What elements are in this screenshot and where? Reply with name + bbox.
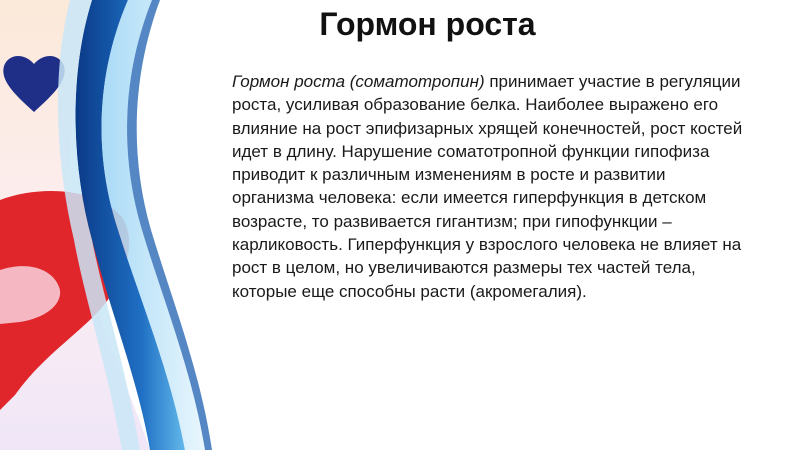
body-rest: принимает участие в регуляции роста, усиливая образование белка. Наиболее выражено его влияние на рост эпифизарных хрящей конечностей, рост костей идет в длину. Нарушение соматотропной функции гипофиза приводит к различным изменениям в росте и развитии организма человека: если имеется гиперфункция в детском возрасте, то развивается гигантизм; при гипофункции – карликовость. Гиперфункция у взрослого человека не влияет на рост в целом, но увеличиваются размеры тех частей тела, которые еще способны расти (акромегалия). xyxy=(232,72,743,301)
body-paragraph xyxy=(232,70,752,303)
body-lead-italic: Гормон роста (соматотропин) xyxy=(232,72,485,91)
slide-title: Гормон роста xyxy=(319,6,536,42)
